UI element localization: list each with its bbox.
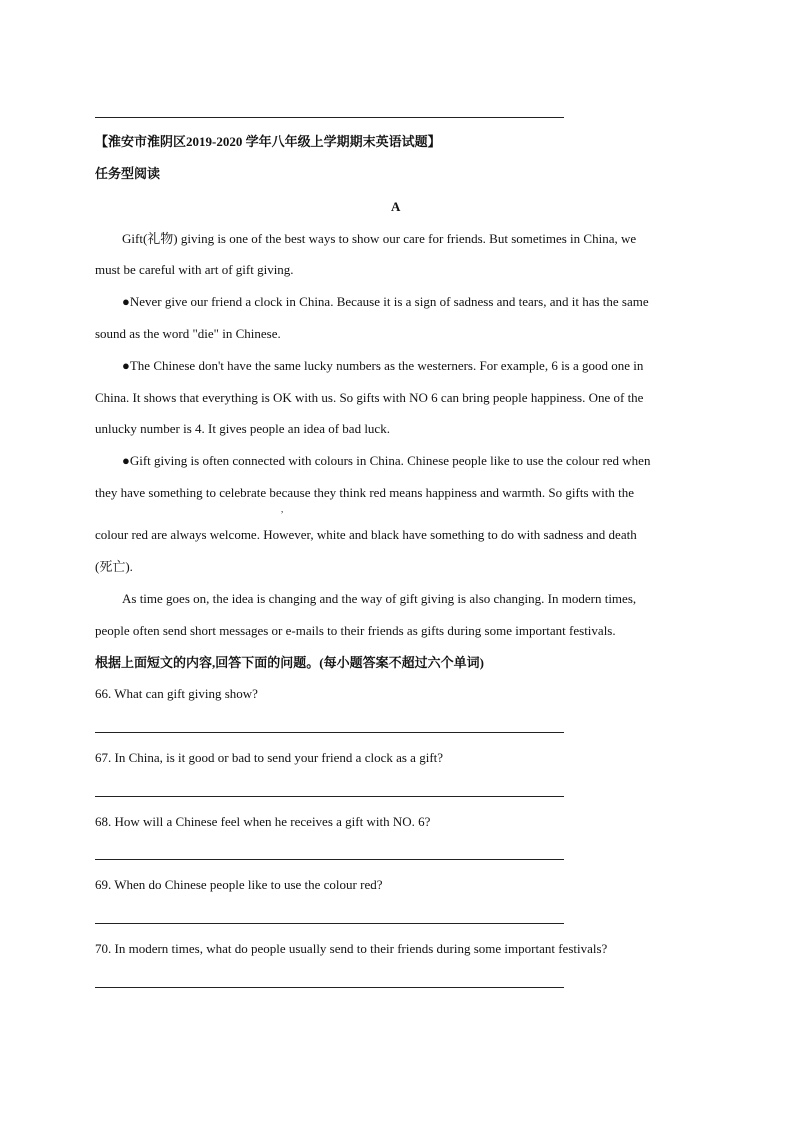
passage-line: must be careful with art of gift giving.: [95, 262, 294, 277]
part-label: A: [391, 199, 401, 214]
passage-line: China. It shows that everything is OK with us. So gifts with NO 6 can bring people happiness. One of the: [95, 390, 644, 405]
question-67: 67. In China, is it good or bad to send your friend a clock as a gift?: [95, 750, 444, 765]
answer-line-67[interactable]: [95, 796, 564, 797]
stray-comma-mark: ,: [281, 504, 284, 514]
answer-line-66[interactable]: [95, 732, 564, 733]
instructions: 根据上面短文的内容,回答下面的问题。(每小题答案不超过六个单词): [95, 655, 484, 670]
answer-line-68[interactable]: [95, 859, 564, 860]
answer-line-70[interactable]: [95, 987, 564, 988]
passage-line: As time goes on, the idea is changing and the way of gift giving is also changing. In modern times,: [122, 591, 637, 606]
question-68: 68. How will a Chinese feel when he receives a gift with NO. 6?: [95, 814, 431, 829]
question-69: 69. When do Chinese people like to use the colour red?: [95, 877, 383, 892]
passage-line: unlucky number is 4. It gives people an idea of bad luck.: [95, 421, 390, 436]
passage-line: people often send short messages or e-mails to their friends as gifts during some important festivals.: [95, 623, 616, 638]
passage-line: ●The Chinese don't have the same lucky numbers as the westerners. For example, 6 is a good one in: [122, 358, 644, 373]
passage-line: they have something to celebrate because they think red means happiness and warmth. So gifts with the: [95, 485, 634, 500]
passage-line: Gift(礼物) giving is one of the best ways to show our care for friends. But sometimes in China, we: [122, 231, 637, 246]
section-title: 任务型阅读: [95, 166, 161, 181]
passage-line: ●Never give our friend a clock in China. Because it is a sign of sadness and tears, and it has the same: [122, 294, 649, 309]
source-title: 【淮安市淮阴区2019-2020 学年八年级上学期期末英语试题】: [95, 134, 441, 149]
passage-line: (死亡).: [95, 559, 133, 574]
header-rule: [95, 117, 564, 118]
answer-line-69[interactable]: [95, 923, 564, 924]
question-66: 66. What can gift giving show?: [95, 686, 258, 701]
passage-line: colour red are always welcome. However, white and black have something to do with sadness and death: [95, 527, 637, 542]
passage-line: sound as the word "die" in Chinese.: [95, 326, 281, 341]
question-70: 70. In modern times, what do people usually send to their friends during some important festivals?: [95, 941, 608, 956]
passage-line: ●Gift giving is often connected with colours in China. Chinese people like to use the colour red when: [122, 453, 651, 468]
